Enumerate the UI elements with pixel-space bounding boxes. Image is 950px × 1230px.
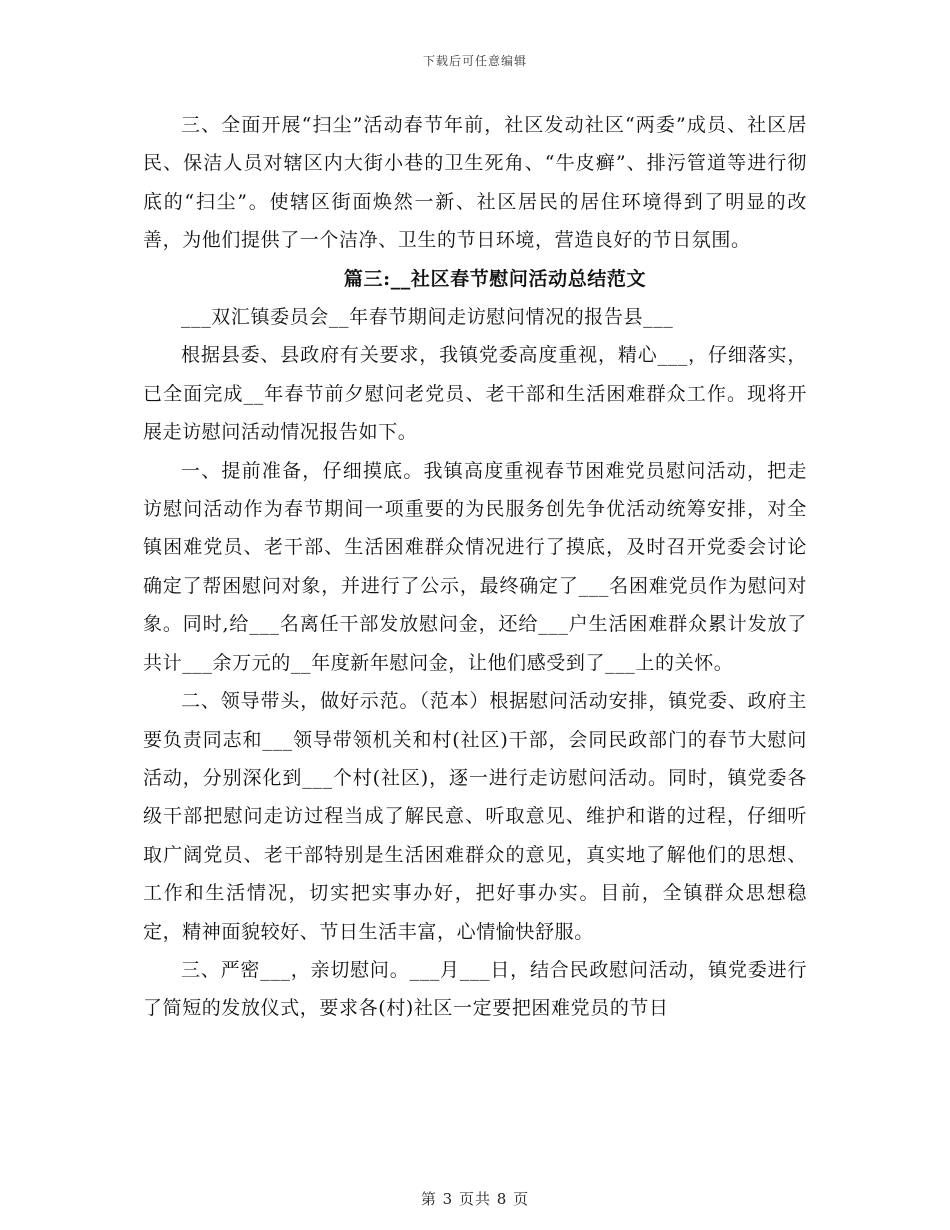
- paragraph-intro: 根据县委、县政府有关要求，我镇党委高度重视，精心___，仔细落实，已全面完成__年春节前夕慰问老党员、老干部和生活困难群众工作。现将开展走访慰问活动情况报告如下。: [143, 344, 807, 444]
- document-body: [143, 106, 807, 1028]
- paragraph-leadership: 二、领导带头，做好示范。（范本）根据慰问活动安排，镇党委、政府主要负责同志和___领导带领机关和村(社区)干部，会同民政部门的春节大慰问活动，分别深化到___个村(社区)，逐一进行走访慰问活动。同时，镇党委各级干部把慰问走访过程当成了解民意、听取意见、维护和谐的过程，仔细听取广阔党员、老干部特别是生活困难群众的意见，真实地了解他们的思想、工作和生活情况，切实把实事办好，把好事办实。目前，全镇群众思想稳定，精神面貌较好、节日生活丰富，心情愉快舒服。: [143, 690, 807, 943]
- paragraph-sweeping-activity: 三、全面开展“扫尘”活动春节年前，社区发动社区“两委”成员、社区居民、保洁人员对辖区内大街小巷的卫生死角、“牛皮癣”、排污管道等进行彻底的“扫尘”。使辖区街面焕然一新、社区居民的居住环境得到了明显的改善，为他们提供了一个洁净、卫生的节日环境，营造良好的节日氛围。: [143, 114, 807, 252]
- section-title: 篇三:__社区春节慰问活动总结范文: [343, 267, 647, 290]
- report-title-line: ___双汇镇委员会__年春节期间走访慰问情况的报告县___: [181, 306, 674, 329]
- paragraph-organization: 三、严密___，亲切慰问。___月___日，结合民政慰问活动，镇党委进行了简短的发放仪式，要求各(村)社区一定要把困难党员的节日: [143, 958, 807, 1020]
- page-number: 第 3 页共 8 页: [420, 1190, 530, 1208]
- page-header-note: 下载后可任意编辑: [422, 54, 527, 68]
- paragraph-preparation: 一、提前准备，仔细摸底。我镇高度重视春节困难党员慰问活动，把走访慰问活动作为春节期间一项重要的为民服务创先争优活动统筹安排，对全镇困难党员、老干部、生活困难群众情况进行了摸底，及时召开党委会讨论确定了帮困慰问对象，并进行了公示，最终确定了___名困难党员作为慰问对象。同时,给___名离任干部发放慰问金，还给___户生活困难群众累计发放了共计___余万元的__年度新年慰问金，让他们感受到了___上的关怀。: [143, 459, 807, 674]
